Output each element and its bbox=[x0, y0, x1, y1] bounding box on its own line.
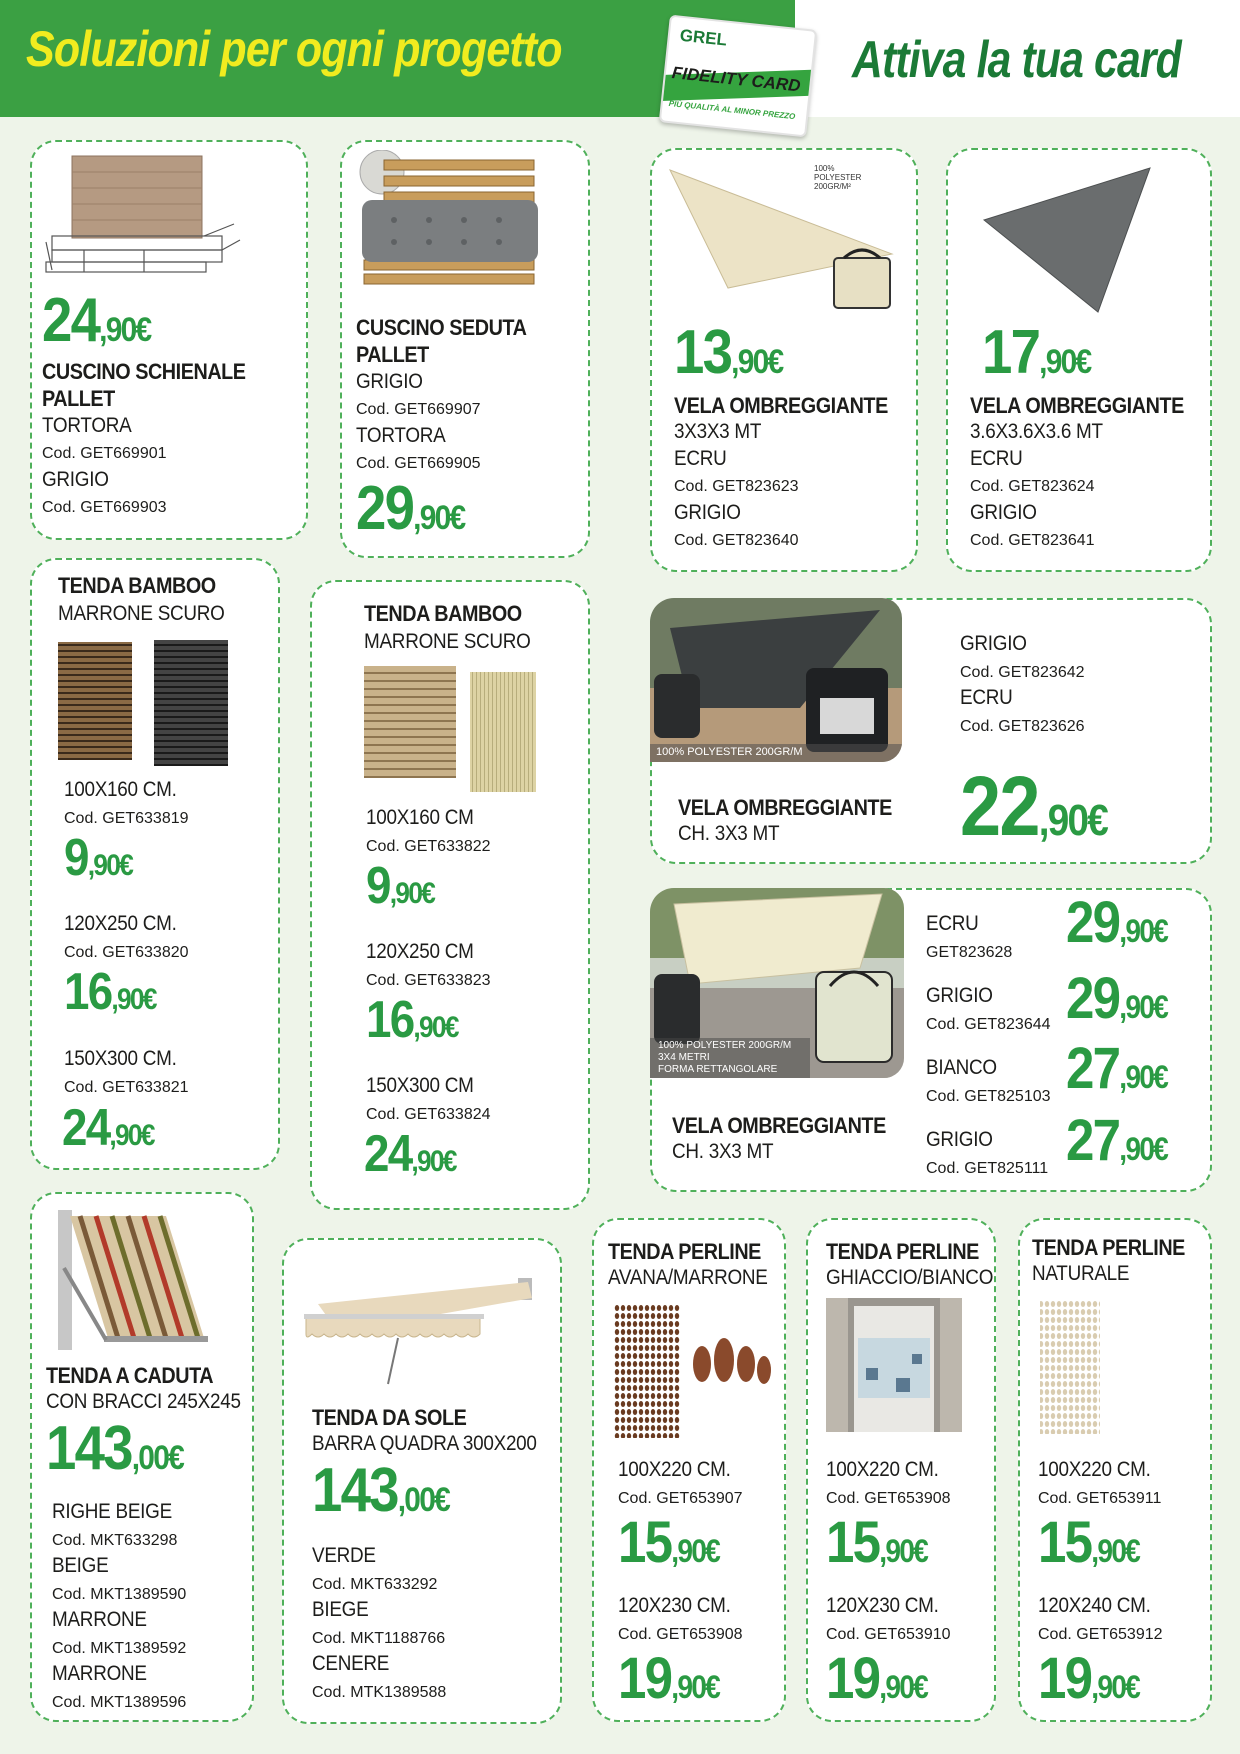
product-name: TENDA BAMBOO bbox=[58, 573, 216, 598]
price: 19,90€ bbox=[618, 1646, 720, 1711]
size-option: 100X160 CM. bbox=[64, 778, 177, 801]
product-name: VELA OMBREGGIANTE bbox=[970, 393, 1184, 418]
size-option: 100X220 CM. bbox=[826, 1458, 939, 1481]
product-card-bamboo-1 bbox=[30, 558, 280, 1170]
price: 17,90€ bbox=[982, 318, 1091, 387]
bamboo-blind-natural-image bbox=[364, 666, 544, 796]
variant-color: ECRU bbox=[926, 912, 979, 935]
variant-color: GRIGIO bbox=[356, 370, 423, 393]
size-option: 120X230 CM. bbox=[618, 1594, 731, 1617]
size-code: Cod. GET653911 bbox=[1038, 1490, 1162, 1507]
variant-code: Cod. MTK1389588 bbox=[312, 1684, 447, 1701]
variant-color: CENERE bbox=[312, 1652, 390, 1675]
size-option: 120X250 CM. bbox=[64, 912, 177, 935]
product-size: CH. 3X3 MT bbox=[672, 1140, 774, 1163]
product-name: TENDA DA SOLE bbox=[312, 1405, 467, 1430]
variant-color: VERDE bbox=[312, 1544, 376, 1567]
size-option: 150X300 CM. bbox=[64, 1047, 177, 1070]
image-caption: FORMA RETTANGOLARE bbox=[658, 1064, 778, 1075]
drop-awning-image bbox=[54, 1208, 224, 1358]
size-code: Cod. GET653907 bbox=[618, 1490, 743, 1507]
product-color: NATURALE bbox=[1032, 1262, 1130, 1285]
variant-color: MARRONE bbox=[52, 1662, 147, 1685]
product-card-vela-3x3 bbox=[650, 148, 918, 572]
variant-color: GRIGIO bbox=[42, 468, 109, 491]
size-option: 120X230 CM. bbox=[826, 1594, 939, 1617]
variant-code: Cod. MKT1389596 bbox=[52, 1694, 187, 1711]
size-code: Cod. GET633822 bbox=[366, 838, 491, 855]
product-size: 3.6X3.6X3.6 MT bbox=[970, 420, 1103, 443]
product-card-vela-36 bbox=[946, 148, 1212, 572]
price: 9,90€ bbox=[64, 829, 133, 887]
price: 19,90€ bbox=[1038, 1646, 1140, 1711]
price: 15,90€ bbox=[1038, 1510, 1140, 1575]
price: 24,90€ bbox=[364, 1125, 456, 1183]
product-card-cuscino-seduta bbox=[340, 140, 590, 558]
size-code: Cod. GET633824 bbox=[366, 1106, 491, 1123]
price: 9,90€ bbox=[366, 857, 435, 915]
variant-color: BEIGE bbox=[52, 1554, 109, 1577]
product-card-vela-ch-1 bbox=[650, 598, 1212, 864]
price: 24,90€ bbox=[42, 286, 151, 355]
price: 143,00€ bbox=[312, 1456, 449, 1525]
product-name: VELA OMBREGGIANTE bbox=[674, 393, 888, 418]
price: 15,90€ bbox=[618, 1510, 720, 1575]
product-subtitle: BARRA QUADRA 300X200 bbox=[312, 1432, 537, 1455]
product-color: AVANA/MARRONE bbox=[608, 1266, 768, 1289]
size-option: 150X300 CM bbox=[366, 1074, 474, 1097]
product-card-perline-3 bbox=[1018, 1218, 1212, 1722]
size-code: Cod. GET653912 bbox=[1038, 1626, 1163, 1643]
image-caption: 100% POLYESTER 200GR/M bbox=[656, 746, 803, 758]
variant-color: RIGHE BEIGE bbox=[52, 1500, 172, 1523]
size-code: Cod. GET633821 bbox=[64, 1079, 189, 1096]
variant-color: GRIGIO bbox=[960, 632, 1027, 655]
variant-code: Cod. GET669905 bbox=[356, 455, 481, 472]
fidelity-card-logo bbox=[659, 15, 817, 138]
price: 27,90€ bbox=[1066, 1108, 1168, 1173]
variant-code: Cod. MKT1188766 bbox=[312, 1630, 446, 1647]
product-size: CH. 3X3 MT bbox=[678, 822, 780, 845]
cushion-seat-image bbox=[354, 150, 544, 290]
bead-curtain-natural-image bbox=[1038, 1300, 1104, 1436]
product-name: VELA OMBREGGIANTE bbox=[672, 1113, 886, 1138]
product-name: CUSCINO SCHIENALE bbox=[42, 359, 246, 384]
product-size: 3X3X3 MT bbox=[674, 420, 762, 443]
product-name: TENDA PERLINE bbox=[1032, 1235, 1185, 1260]
variant-color: MARRONE bbox=[52, 1608, 147, 1631]
product-name-line2: PALLET bbox=[42, 386, 115, 411]
shade-sail-grey-photo bbox=[650, 598, 902, 762]
price: 16,90€ bbox=[64, 963, 156, 1021]
image-caption: 3X4 METRI bbox=[658, 1052, 710, 1063]
product-card-perline-1 bbox=[592, 1218, 786, 1722]
card-cta-title: Attiva la tua card bbox=[852, 31, 1181, 89]
size-code: Cod. GET653908 bbox=[618, 1626, 743, 1643]
card-name: FIDELITY CARD bbox=[671, 63, 802, 96]
product-subtitle: CON BRACCI 245X245 bbox=[46, 1390, 241, 1413]
card-brand: GREL bbox=[678, 25, 728, 50]
product-color: MARRONE SCURO bbox=[364, 630, 531, 653]
size-option: 100X220 CM. bbox=[1038, 1458, 1151, 1481]
price: 29,90€ bbox=[1066, 966, 1168, 1031]
price: 29,90€ bbox=[1066, 890, 1168, 955]
variant-color: ECRU bbox=[674, 447, 727, 470]
page-header bbox=[0, 0, 1240, 122]
variant-code: GET823628 bbox=[926, 944, 1013, 961]
variant-code: Cod. GET823644 bbox=[926, 1016, 1051, 1033]
size-code: Cod. GET633820 bbox=[64, 944, 189, 961]
product-color: GHIACCIO/BIANCO bbox=[826, 1266, 994, 1289]
size-code: Cod. GET633819 bbox=[64, 810, 189, 827]
product-name-line2: PALLET bbox=[356, 342, 429, 367]
variant-color: ECRU bbox=[960, 686, 1013, 709]
variant-code: Cod. MKT633292 bbox=[312, 1576, 438, 1593]
size-code: Cod. GET633823 bbox=[366, 972, 491, 989]
price: 19,90€ bbox=[826, 1646, 928, 1711]
price: 22,90€ bbox=[960, 759, 1108, 853]
variant-code: Cod. MKT633298 bbox=[52, 1532, 178, 1549]
variant-color: BIANCO bbox=[926, 1056, 997, 1079]
size-option: 120X250 CM bbox=[366, 940, 474, 963]
variant-code: Cod. GET823624 bbox=[970, 478, 1095, 495]
variant-color: TORTORA bbox=[42, 414, 132, 437]
variant-code: Cod. GET823640 bbox=[674, 532, 799, 549]
product-name: TENDA A CADUTA bbox=[46, 1363, 214, 1388]
product-card-bamboo-2 bbox=[310, 580, 590, 1210]
product-card-tenda-sole bbox=[282, 1238, 562, 1724]
variant-code: Cod. MKT1389590 bbox=[52, 1586, 187, 1603]
variant-color: GRIGIO bbox=[674, 501, 741, 524]
page-title: Soluzioni per ogni progetto bbox=[26, 21, 562, 77]
size-code: Cod. GET653908 bbox=[826, 1490, 951, 1507]
product-name: TENDA BAMBOO bbox=[364, 601, 522, 626]
size-code: Cod. GET653910 bbox=[826, 1626, 951, 1643]
variant-color: GRIGIO bbox=[970, 501, 1037, 524]
variant-color: TORTORA bbox=[356, 424, 446, 447]
product-card-perline-2 bbox=[806, 1218, 996, 1722]
price: 15,90€ bbox=[826, 1510, 928, 1575]
variant-color: GRIGIO bbox=[926, 984, 993, 1007]
variant-code: Cod. GET823641 bbox=[970, 532, 1095, 549]
sun-awning-image bbox=[298, 1268, 548, 1388]
price: 13,90€ bbox=[674, 318, 783, 387]
price: 143,00€ bbox=[46, 1414, 183, 1483]
variant-code: Cod. GET823623 bbox=[674, 478, 799, 495]
image-caption: 100% POLYESTER 200GR/M bbox=[658, 1040, 792, 1051]
cushion-backrest-image bbox=[44, 150, 244, 275]
size-option: 100X220 CM. bbox=[618, 1458, 731, 1481]
variant-code: Cod. GET669903 bbox=[42, 499, 167, 516]
bead-curtain-brown-image bbox=[614, 1304, 774, 1440]
product-name: VELA OMBREGGIANTE bbox=[678, 795, 892, 820]
price: 29,90€ bbox=[356, 474, 465, 543]
product-name: CUSCINO SEDUTA bbox=[356, 315, 527, 340]
variant-code: Cod. GET823642 bbox=[960, 664, 1085, 681]
product-card-vela-ch-2 bbox=[650, 888, 1212, 1192]
size-option: 100X160 CM bbox=[366, 806, 474, 829]
variant-color: GRIGIO bbox=[926, 1128, 993, 1151]
variant-code: Cod. GET825103 bbox=[926, 1088, 1051, 1105]
bead-curtain-white-image bbox=[826, 1298, 962, 1432]
price: 27,90€ bbox=[1066, 1036, 1168, 1101]
material-note: 100% POLYESTER 200GR/M² bbox=[814, 164, 862, 191]
variant-color: ECRU bbox=[970, 447, 1023, 470]
product-name: TENDA PERLINE bbox=[608, 1239, 761, 1264]
product-card-tenda-caduta bbox=[30, 1192, 254, 1722]
size-option: 120X240 CM. bbox=[1038, 1594, 1151, 1617]
product-color: MARRONE SCURO bbox=[58, 602, 225, 625]
variant-code: Cod. GET669907 bbox=[356, 401, 481, 418]
variant-code: Cod. GET823626 bbox=[960, 718, 1085, 735]
bamboo-blind-image bbox=[58, 640, 238, 770]
variant-code: Cod. MKT1389592 bbox=[52, 1640, 187, 1657]
price: 24,90€ bbox=[62, 1099, 154, 1157]
product-name: TENDA PERLINE bbox=[826, 1239, 979, 1264]
variant-code: Cod. GET669901 bbox=[42, 445, 167, 462]
variant-code: Cod. GET825111 bbox=[926, 1160, 1049, 1177]
variant-color: BIEGE bbox=[312, 1598, 369, 1621]
shade-sail-grey-image bbox=[978, 160, 1168, 320]
price: 16,90€ bbox=[366, 991, 458, 1049]
card-slogan: PIÙ QUALITÀ AL MINOR PREZZO bbox=[668, 98, 796, 122]
product-card-cuscino-schienale bbox=[30, 140, 308, 540]
